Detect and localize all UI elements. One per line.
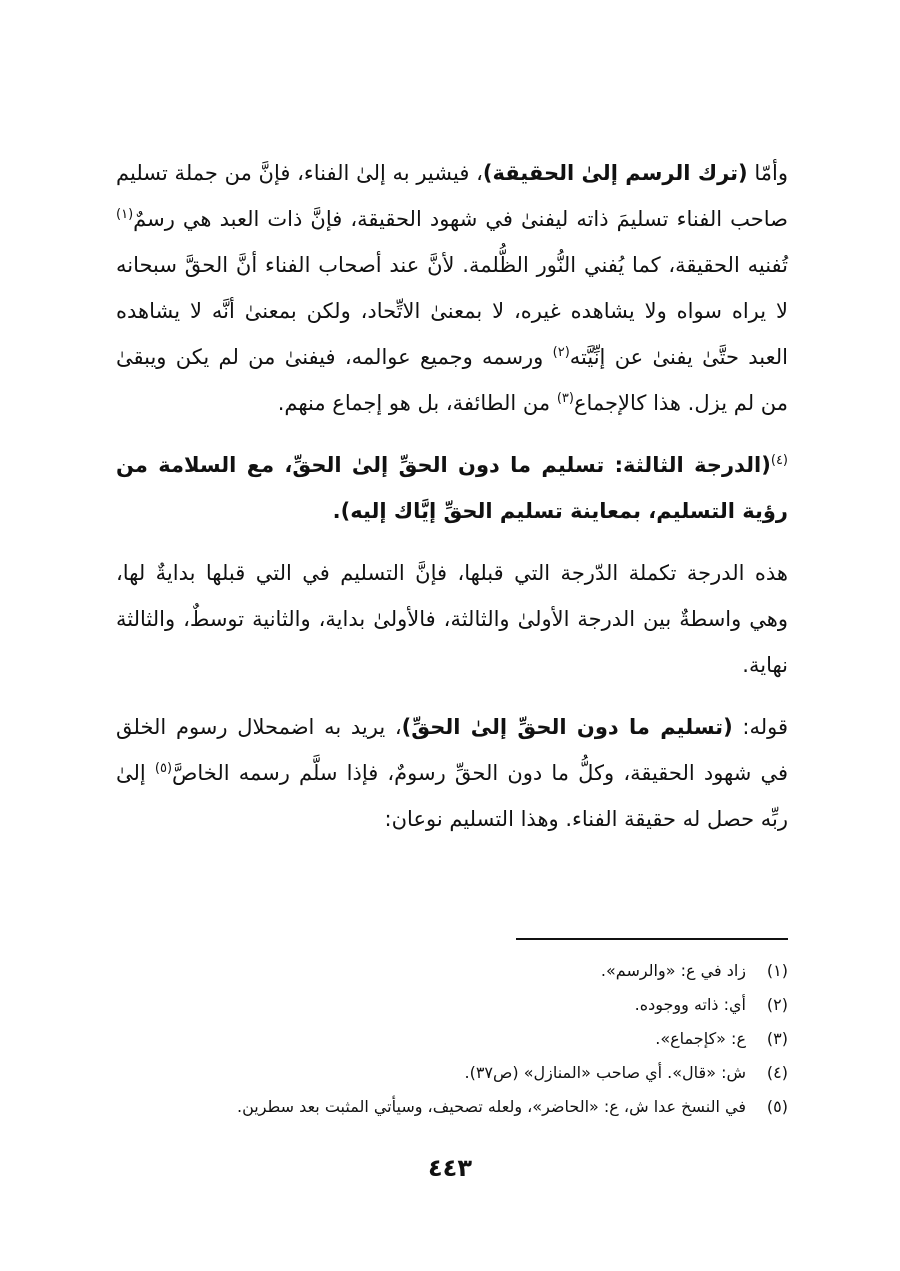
text-segment: وأمّا <box>747 161 788 185</box>
footnote-number: (٣) <box>766 1029 788 1048</box>
text-segment: ، فيشير به إلىٰ الفناء، فإنَّ من جملة تسليم صاحب الفناء تسليمَ ذاته ليفنىٰ في شهود الحقيقة، فإنَّ ذات العبد هي رسمٌ <box>116 161 788 231</box>
footnote-number: (٤) <box>766 1063 788 1082</box>
footnote-separator <box>516 938 788 940</box>
page-number: ٤٤٣ <box>428 1154 472 1182</box>
text-segment: قوله: <box>732 715 788 739</box>
footnote-number: (١) <box>766 961 788 980</box>
footnote-ref[interactable]: (١) <box>116 207 134 222</box>
text-segment: من الطائفة، بل هو إجماع منهم. <box>277 391 557 415</box>
quoted-text: (تسليم ما دون الحقِّ إلىٰ الحقِّ) <box>401 715 733 739</box>
quoted-text: (الدرجة الثالثة: تسليم ما دون الحقِّ إلىٰ الحقِّ، مع السلامة من رؤية التسليم، بمعاينة تسليم الحقِّ إيَّاك إليه). <box>116 453 788 523</box>
paragraph <box>116 550 788 688</box>
footnote-ref[interactable]: (٥) <box>154 761 173 776</box>
footnote-text: أي: ذاته ووجوده. <box>634 995 746 1014</box>
footnote <box>116 1090 788 1124</box>
footnotes <box>116 954 788 1124</box>
footnote-text: زاد في ع: «والرسم». <box>600 961 746 980</box>
footnote <box>116 1056 788 1090</box>
paragraph <box>116 704 788 842</box>
footnote-ref[interactable]: (٢) <box>552 345 570 360</box>
text-segment: ، يريد به اضمحلال رسوم الخلق في شهود الحقيقة، وكلُّ ما دون الحقِّ رسومٌ، فإذا سلَّم رسمه الخاصَّ <box>116 715 788 785</box>
footnote <box>116 954 788 988</box>
footnote-ref[interactable]: (٤) <box>770 453 788 468</box>
footnote-text: ش: «قال». أي صاحب «المنازل» (ص٣٧). <box>464 1063 746 1082</box>
footnote-text: ع: «كإجماع». <box>655 1029 746 1048</box>
footnote <box>116 988 788 1022</box>
main-text <box>116 150 788 842</box>
footnote <box>116 1022 788 1056</box>
text-segment: ورسمه وجميع عوالمه، فيفنىٰ من لم يكن ويبقىٰ من لم يزل. هذا كالإجماع <box>116 345 788 415</box>
text-segment: هذه الدرجة تكملة الدّرجة التي قبلها، فإنَّ التسليم في التي قبلها بدايةٌ لها، وهي واسطةٌ بين الدرجة الأولىٰ والثالثة، فالأولىٰ بداية، والثانية توسطٌ، والثالثة نهاية. <box>116 561 788 677</box>
footnote-text: في النسخ عدا ش، ع: «الحاضر»، ولعله تصحيف، وسيأتي المثبت بعد سطرين. <box>237 1097 746 1116</box>
footnote-ref[interactable]: (٣) <box>556 391 574 406</box>
text-segment: تُفنيه الحقيقة، كما يُفني النُّور الظُّلمة. لأنَّ عند أصحاب الفناء أنَّ الحقَّ سبحانه لا يراه سواه ولا يشاهده غيره، لا بمعنىٰ الاتِّحاد، ولكن بمعنىٰ أنَّه لا يشاهده العبد حتَّىٰ يفنىٰ عن إنِّيَّته <box>116 253 788 369</box>
text-segment: إلىٰ ربِّه حصل له حقيقة الفناء. وهذا التسليم نوعان: <box>116 761 788 831</box>
paragraph <box>116 150 788 426</box>
paragraph <box>116 442 788 534</box>
footnote-number: (٢) <box>766 995 788 1014</box>
quoted-text: (ترك الرسم إلىٰ الحقيقة) <box>482 161 748 185</box>
footnote-number: (٥) <box>766 1097 788 1116</box>
